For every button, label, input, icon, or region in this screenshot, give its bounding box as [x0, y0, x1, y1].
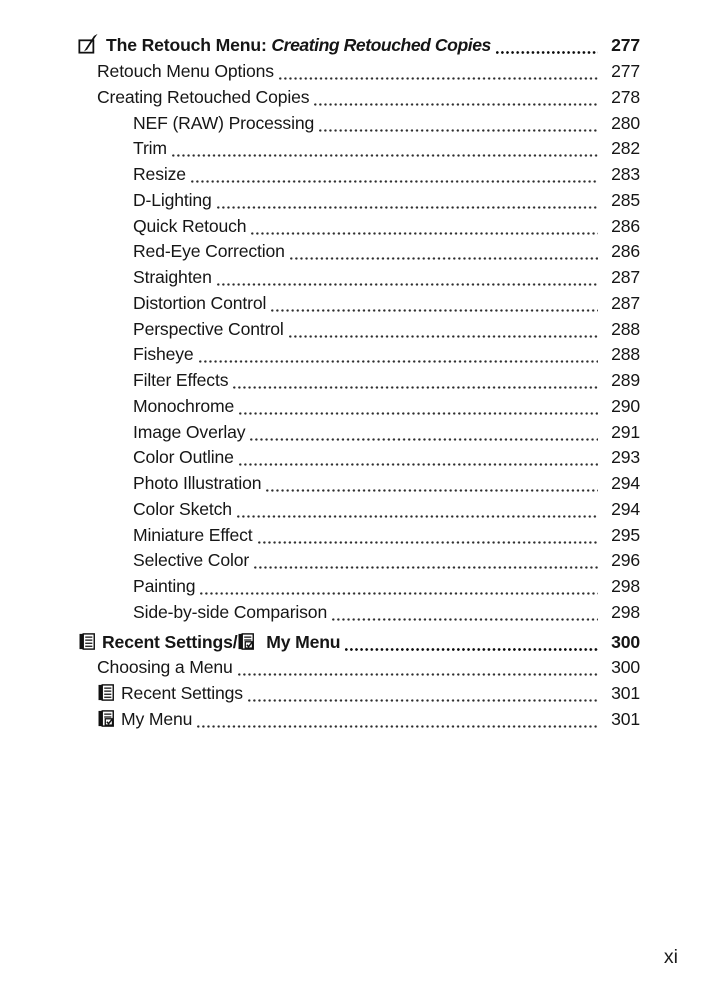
toc-entry — [78, 394, 640, 420]
toc-entry — [78, 316, 640, 342]
dot-leader — [254, 548, 598, 574]
toc-entry — [78, 85, 640, 111]
my-menu-icon — [97, 709, 116, 728]
toc-entry — [78, 681, 640, 707]
toc-entry — [78, 291, 640, 317]
dot-leader — [332, 600, 598, 626]
toc-entry-label: Selective Color — [133, 550, 250, 571]
toc-entry-label: My Menu — [261, 631, 341, 652]
toc-entry — [78, 342, 640, 368]
toc-entry-label: Monochrome — [133, 395, 235, 416]
toc-entry-label: Retouch Menu Options — [97, 61, 274, 82]
toc-entry-page: 286 — [611, 241, 640, 262]
toc-entry-page: 295 — [611, 524, 640, 545]
toc-entry — [78, 59, 640, 85]
toc-entry-label: Recent Settings — [121, 683, 243, 704]
toc-entry — [78, 419, 640, 445]
toc-entry — [78, 574, 640, 600]
toc-entry-page: 300 — [611, 657, 640, 678]
dot-leader — [172, 136, 598, 162]
toc-entry-label: Resize — [133, 164, 186, 185]
toc-entry — [78, 522, 640, 548]
toc-entry — [78, 239, 640, 265]
toc-entry-page: 293 — [611, 447, 640, 468]
toc-entry-page: 287 — [611, 267, 640, 288]
toc-entry — [78, 445, 640, 471]
toc-entry-page: 294 — [611, 498, 640, 519]
toc-list — [78, 33, 640, 732]
toc-entry-page: 285 — [611, 189, 640, 210]
recent-settings-icon — [97, 683, 116, 702]
toc-entry — [78, 136, 640, 162]
dot-leader — [271, 291, 598, 317]
toc-entry-page: 298 — [611, 601, 640, 622]
toc-entry-label: D-Lighting — [133, 189, 212, 210]
dot-leader — [199, 342, 598, 368]
toc-entry-page: 288 — [611, 344, 640, 365]
dot-leader — [239, 445, 598, 471]
toc-entry-page: 283 — [611, 164, 640, 185]
toc-entry — [78, 213, 640, 239]
toc-entry-label: Image Overlay — [133, 421, 246, 442]
dot-leader — [237, 497, 598, 523]
toc-entry-label: Recent Settings/ — [102, 631, 238, 652]
toc-entry-page: 301 — [611, 683, 640, 704]
toc-entry-label: Choosing a Menu — [97, 657, 233, 678]
toc-entry-page: 278 — [611, 86, 640, 107]
toc-entry-page: 290 — [611, 395, 640, 416]
my-menu-icon — [237, 632, 256, 651]
dot-leader — [289, 316, 598, 342]
dot-leader — [239, 394, 598, 420]
dot-leader — [345, 629, 598, 655]
toc-entry-label: Creating Retouched Copies — [271, 35, 491, 56]
toc-entry-page: 286 — [611, 215, 640, 236]
toc-entry-label: Distortion Control — [133, 292, 267, 313]
dot-leader — [319, 110, 598, 136]
dot-leader — [233, 368, 598, 394]
dot-leader — [290, 239, 598, 265]
toc-entry-page: 300 — [611, 631, 640, 652]
toc-entry-page: 277 — [611, 35, 640, 56]
toc-entry — [78, 629, 640, 655]
toc-entry-label: Color Sketch — [133, 498, 232, 519]
toc-entry-page: 288 — [611, 318, 640, 339]
dot-leader — [258, 522, 598, 548]
toc-entry — [78, 600, 640, 626]
toc-entry-label: Trim — [133, 138, 167, 159]
toc-entry-label: My Menu — [121, 708, 193, 729]
toc-entry-page: 289 — [611, 370, 640, 391]
toc-entry-label: Side-by-side Comparison — [133, 601, 328, 622]
retouch-menu-icon — [78, 33, 101, 56]
toc-entry-label: Straighten — [133, 267, 212, 288]
toc-entry-label: Photo Illustration — [133, 473, 262, 494]
toc-entry-page: 287 — [611, 292, 640, 313]
toc-entry-page: 298 — [611, 576, 640, 597]
toc-entry-label: Miniature Effect — [133, 524, 253, 545]
toc-entry-page: 294 — [611, 473, 640, 494]
dot-leader — [217, 188, 598, 214]
toc-entry-label: Quick Retouch — [133, 215, 247, 236]
toc-entry-label: Creating Retouched Copies — [97, 86, 310, 107]
page-folio: xi — [663, 946, 678, 968]
toc-entry — [78, 368, 640, 394]
toc-entry-page: 301 — [611, 708, 640, 729]
toc-entry-label: Color Outline — [133, 447, 234, 468]
dot-leader — [238, 655, 598, 681]
dot-leader — [197, 707, 598, 733]
toc-entry — [78, 497, 640, 523]
dot-leader — [217, 265, 598, 291]
dot-leader — [248, 681, 598, 707]
toc-entry-label: Perspective Control — [133, 318, 284, 339]
toc-entry-label: Red-Eye Correction — [133, 241, 285, 262]
dot-leader — [314, 85, 598, 111]
dot-leader — [191, 162, 598, 188]
toc-entry-page: 282 — [611, 138, 640, 159]
toc-entry — [78, 655, 640, 681]
toc-entry-label: NEF (RAW) Processing — [133, 112, 315, 133]
toc-entry-page: 280 — [611, 112, 640, 133]
toc-entry — [78, 548, 640, 574]
toc-entry — [78, 188, 640, 214]
dot-leader — [251, 213, 598, 239]
toc-entry-page: 277 — [611, 61, 640, 82]
dot-leader — [266, 471, 598, 497]
toc-entry — [78, 162, 640, 188]
toc-entry — [78, 265, 640, 291]
toc-entry — [78, 471, 640, 497]
dot-leader — [496, 33, 598, 59]
toc-entry — [78, 110, 640, 136]
dot-leader — [279, 59, 598, 85]
recent-settings-icon — [78, 632, 97, 651]
toc-entry — [78, 707, 640, 733]
toc-entry-page: 296 — [611, 550, 640, 571]
toc-entry-label: The Retouch Menu: — [106, 35, 272, 56]
toc-entry-page: 291 — [611, 421, 640, 442]
dot-leader — [200, 574, 598, 600]
toc-entry-label: Fisheye — [133, 344, 194, 365]
toc-entry — [78, 33, 640, 59]
dot-leader — [250, 419, 598, 445]
toc-entry-label: Filter Effects — [133, 370, 229, 391]
toc-entry-label: Painting — [133, 576, 196, 597]
